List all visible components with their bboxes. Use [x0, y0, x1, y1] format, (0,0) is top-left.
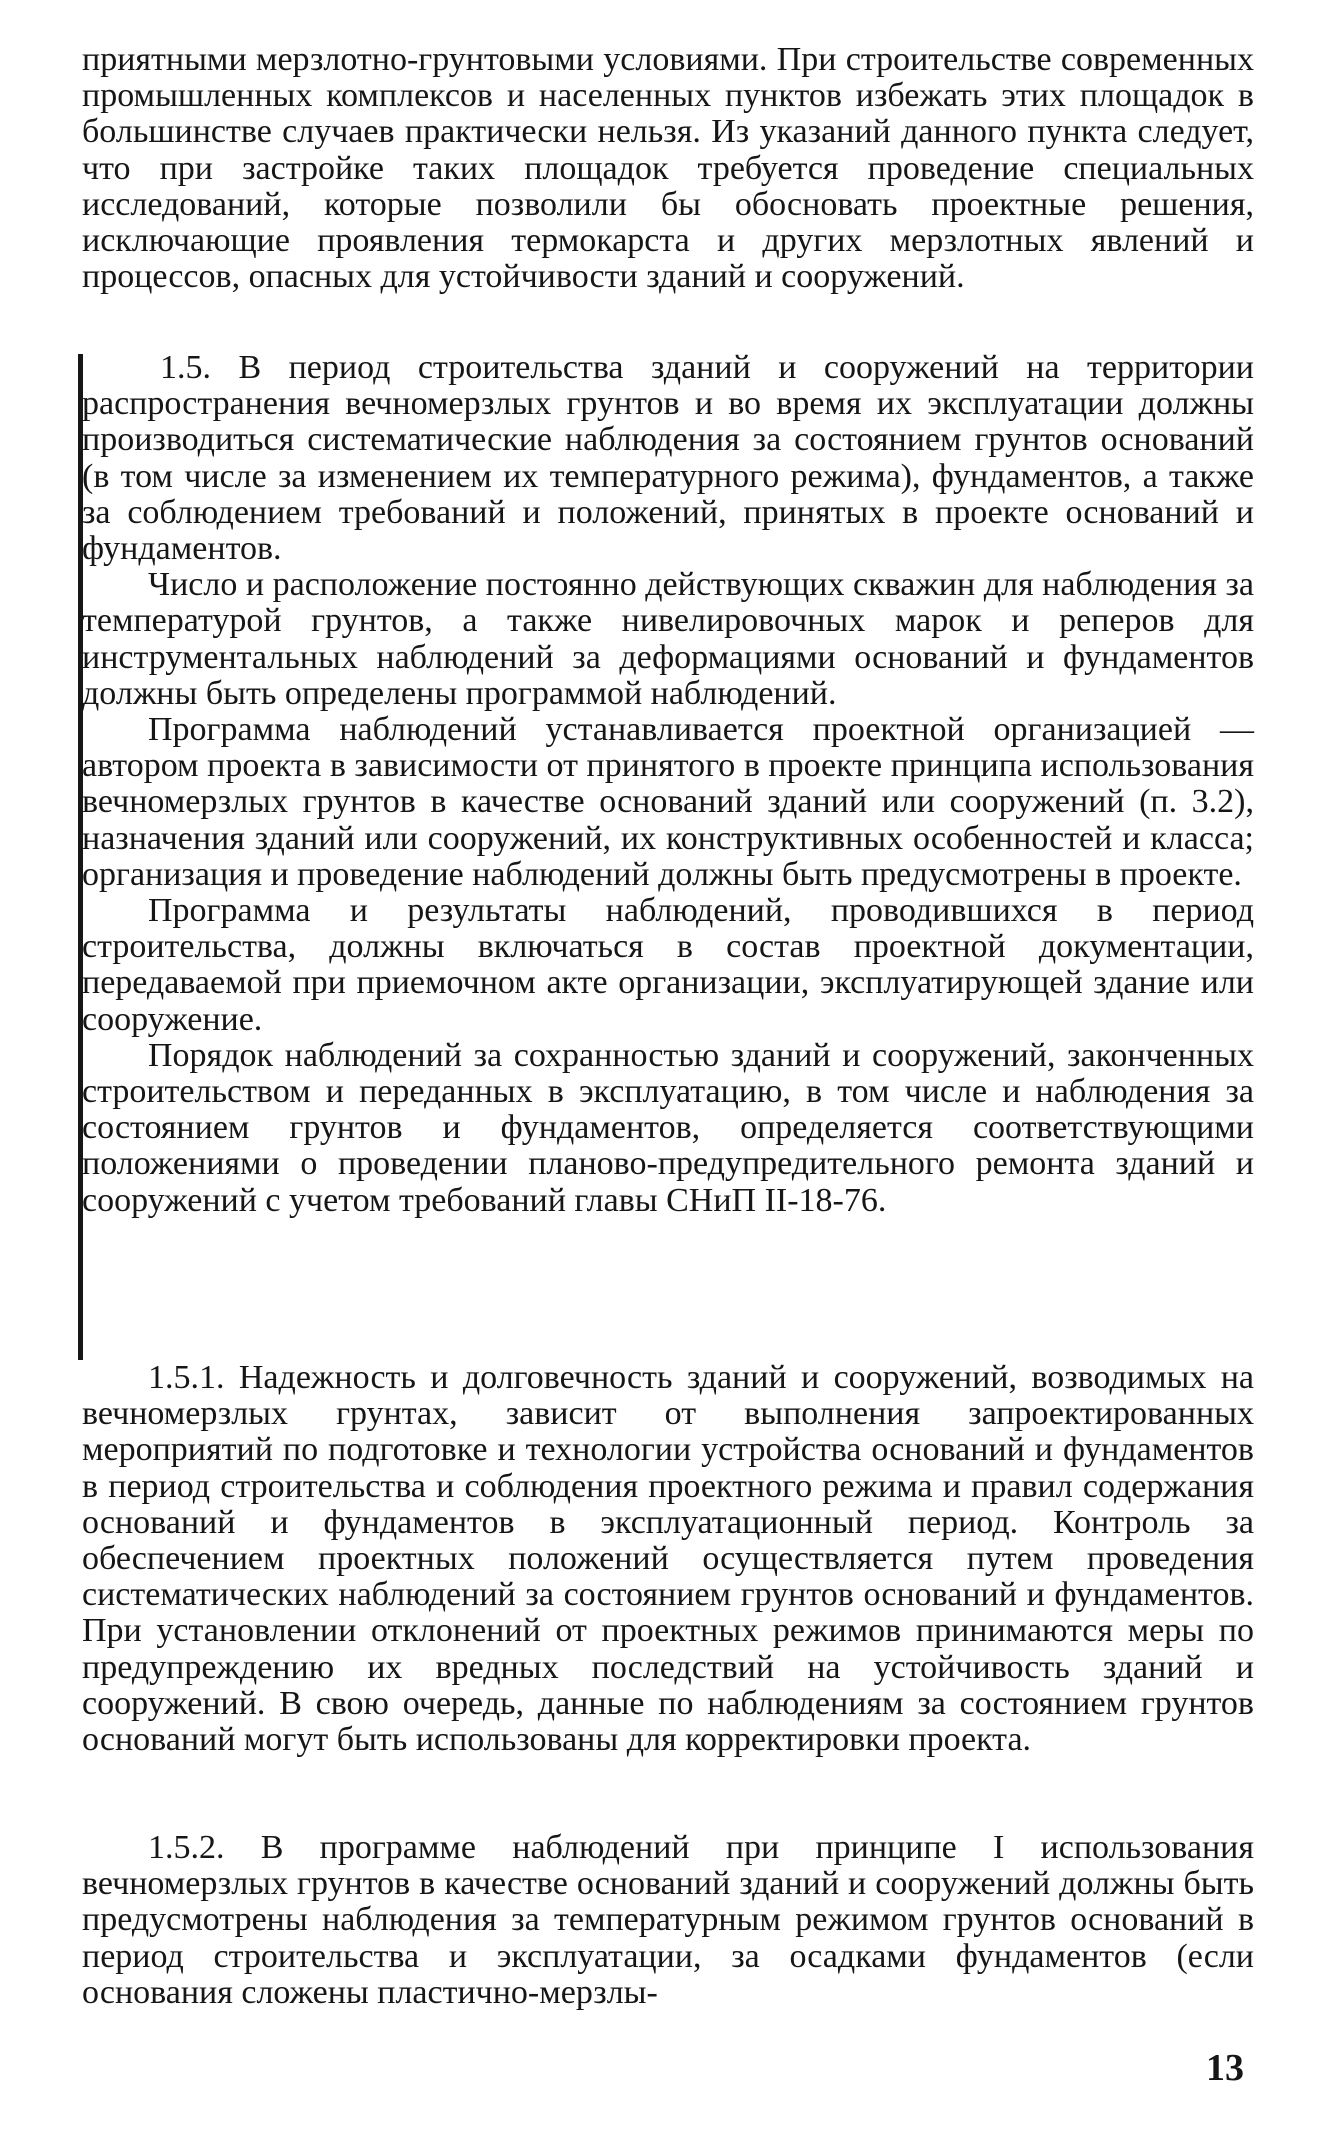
section-1-5-paragraph-2: Число и расположение постоянно действующих скважин для наблюдения за температурой грунтов, а также нивелировочных марок и реперов для инструментальных наблюдений за деформациями оснований и фундаментов должны быть определены программой наблюдений.: [82, 566, 1254, 712]
section-1-5-1-paragraph: 1.5.1. Надежность и долговечность зданий и сооружений, возводимых на вечномерзлых грунтах, зависит от выполнения запроектированных мероприятий по подготовке и технологии устройства оснований и фундаментов в период строительства и соблюдения проектного режима и правил содержания оснований и фундаментов в эксплуатационный период. Контроль за обеспечением проектных положений осуществляется путем проведения систематических наблюдений за состоянием грунтов оснований и фундаментов. При установлении отклонений от проектных режимов принимаются меры по предупреждению их вредных последствий на устойчивость зданий и сооружений. В свою очередь, данные по наблюдениям за состоянием грунтов оснований могут быть использованы для корректировки проекта.: [82, 1359, 1254, 1759]
section-1-5-1: [82, 1360, 1254, 1758]
section-1-5-paragraph-1: 1.5. В период строительства зданий и сооружений на территории распространения вечномерзлых грунтов и во время их эксплуатации должны производиться систематические наблюдения за состоянием грунтов оснований (в том числе за изменением их температурного режима), фундаментов, а также за соблюдением требований и положений, принятых в проекте оснований и фундаментов.: [82, 349, 1254, 568]
section-1-5-paragraph-3: Программа наблюдений устанавливается проектной организацией — автором проекта в зависимости от принятого в проекте принципа использования вечномерзлых грунтов в качестве оснований зданий или сооружений (п. 3.2), назначения зданий или сооружений, их конструктивных особенностей и класса; организация и проведение наблюдений должны быть предусмотрены в проекте.: [82, 711, 1254, 893]
section-1-5-2: [82, 1830, 1254, 2011]
section-1-5-2-paragraph: 1.5.2. В программе наблюдений при принципе I использования вечномерзлых грунтов в качестве оснований зданий и сооружений должны быть предусмотрены наблюдения за температурным режимом грунтов оснований в период строительства и эксплуатации, за осадками фундаментов (если основания сложены пластично-мерзлы-: [82, 1829, 1254, 2011]
intro-paragraph: приятными мерзлотно-грунтовыми условиями. При строительстве современных промышленных комплексов и населенных пунктов избежать этих площадок в большинстве случаев практически нельзя. Из указаний данного пункта следует, что при застройке таких площадок требуется проведение специальных исследований, которые позволили бы обосновать проектные решения, исключающие проявления термокарста и других мерзлотных явлений и процессов, опасных для устойчивости зданий и сооружений.: [82, 41, 1254, 296]
section-1-5-paragraph-4: Программа и результаты наблюдений, проводившихся в период строительства, должны включаться в состав проектной документации, передаваемой при приемочном акте организации, эксплуатирующей здание или сооружение.: [82, 892, 1254, 1038]
intro-block: [82, 42, 1254, 295]
section-1-5-paragraph-5: Порядок наблюдений за сохранностью зданий и сооружений, законченных строительством и переданных в эксплуатацию, в том числе и наблюдения за состоянием грунтов и фундаментов, определяется соответствующими положениями о проведении планово-предупредительного ремонта зданий и сооружений с учетом требований главы СНиП II-18-76.: [82, 1036, 1254, 1219]
page-number: 13: [1206, 2047, 1244, 2089]
section-1-5: [82, 349, 1254, 1219]
